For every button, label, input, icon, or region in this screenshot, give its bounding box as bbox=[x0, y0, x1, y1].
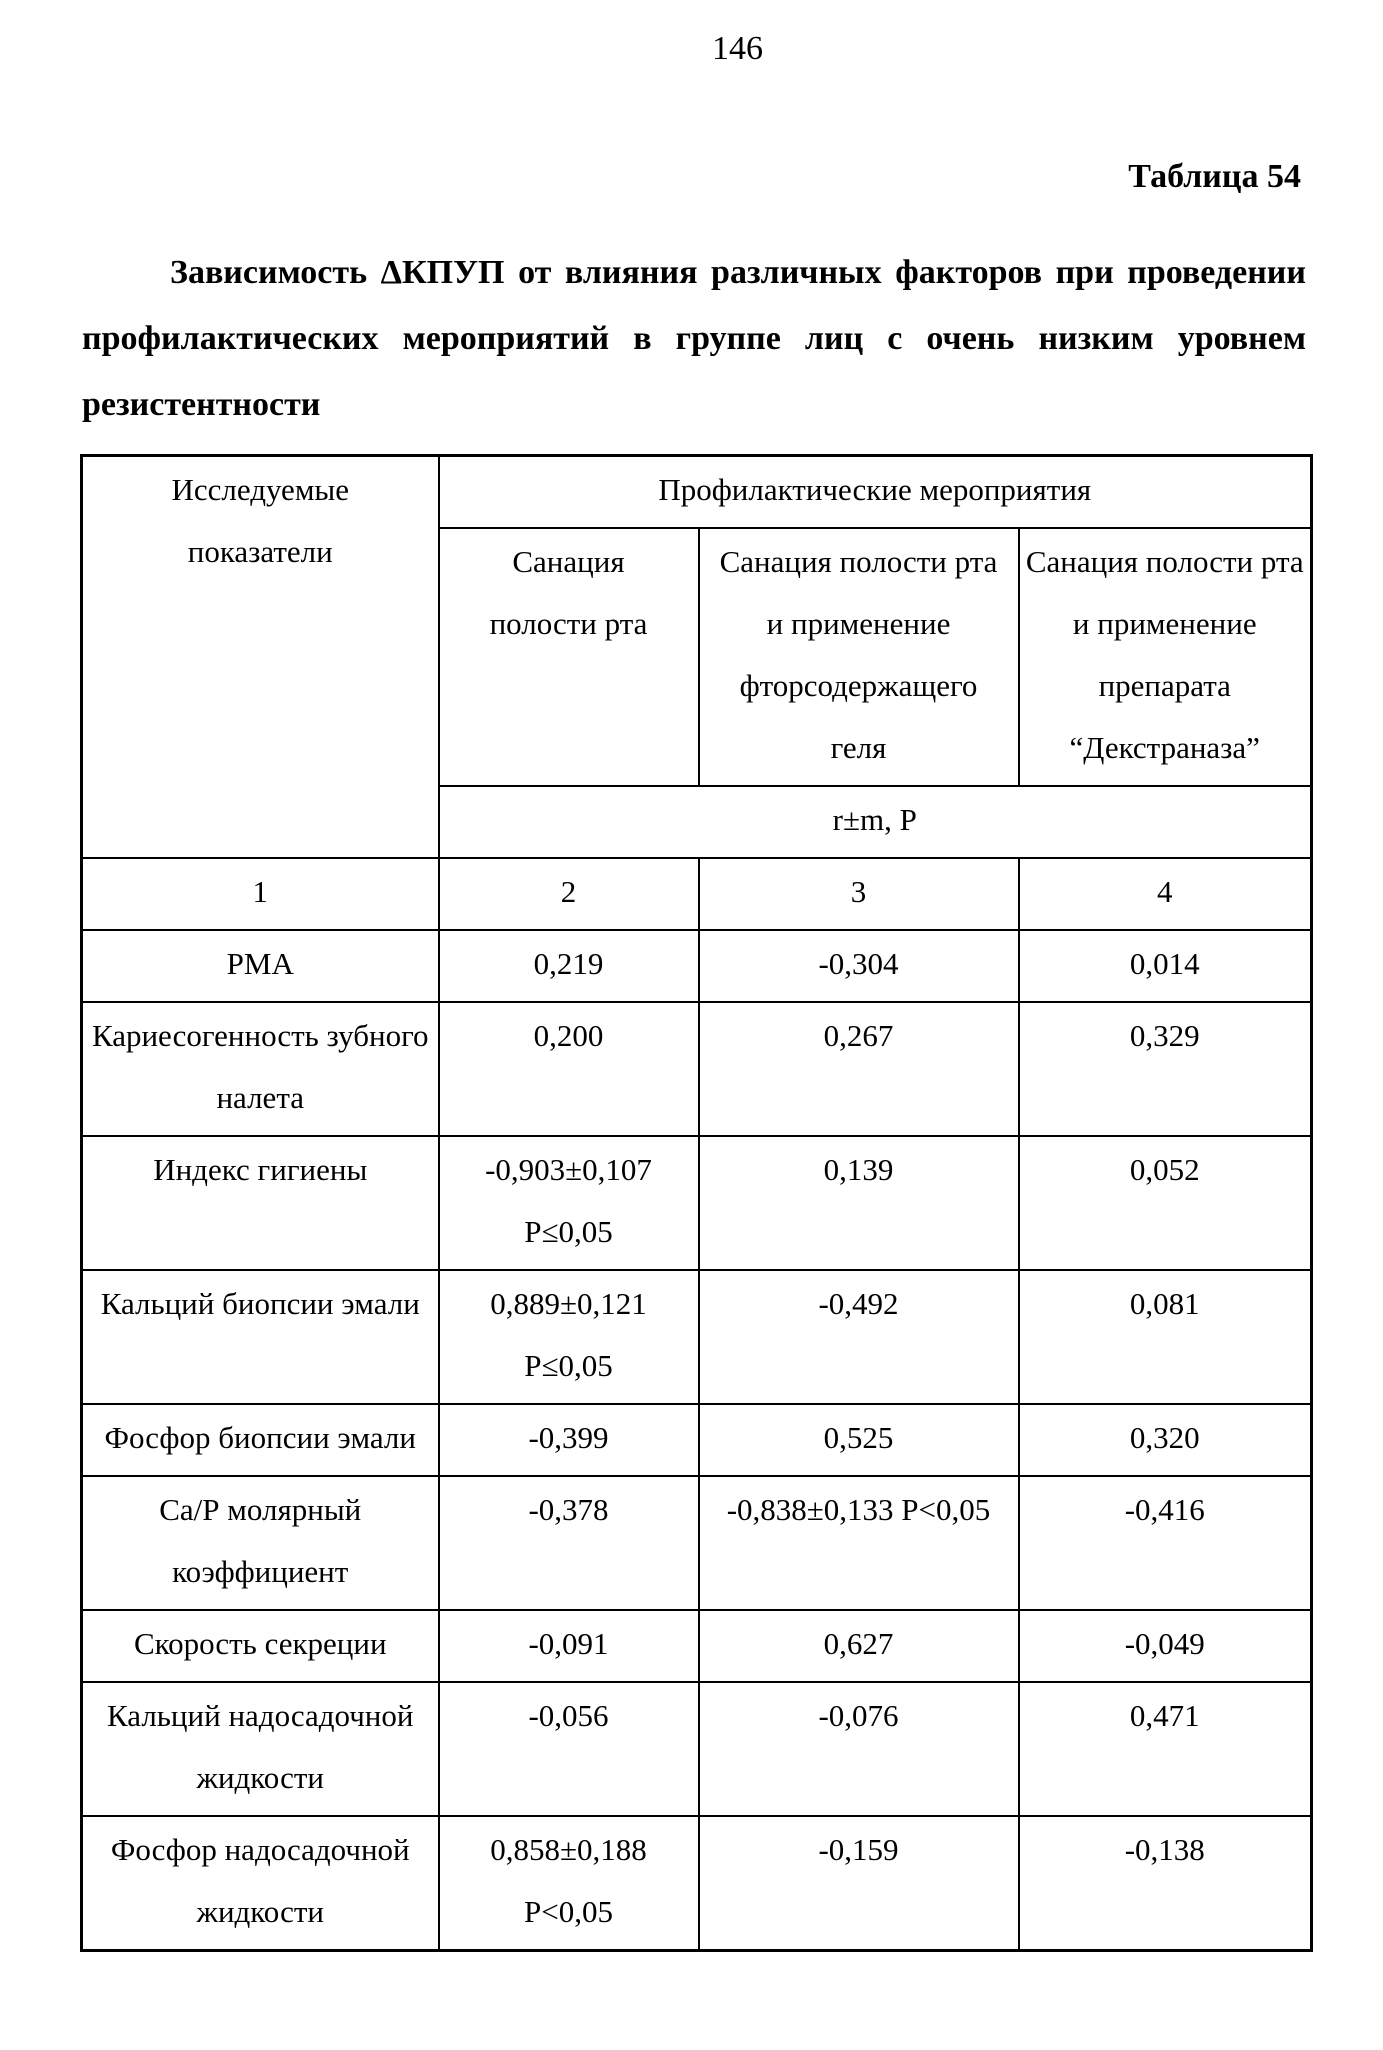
header-row bbox=[82, 456, 1312, 529]
row-label bbox=[82, 1610, 439, 1682]
column-number: 1 bbox=[82, 858, 439, 930]
cell-col3-text: -0,838±0,133 P<0,05 bbox=[726, 1492, 991, 1527]
cell-col2-text: P≤0,05 bbox=[524, 1214, 613, 1249]
row-label-text: Са/Р молярный коэффициент bbox=[159, 1492, 362, 1589]
cell-col4-text: -0,049 bbox=[1124, 1626, 1205, 1661]
row-label-text: Фосфор биопсии эмали bbox=[104, 1420, 416, 1455]
cell-col3-text: 0,139 bbox=[823, 1152, 894, 1187]
cell-col3 bbox=[699, 1002, 1019, 1136]
cell-col2-text: -0,903±0,107 bbox=[485, 1152, 652, 1187]
column-number: 3 bbox=[699, 858, 1019, 930]
header-measures: Профилактические мероприятия bbox=[439, 456, 1312, 529]
column-number: 2 bbox=[439, 858, 699, 930]
cell-col3-text: 0,627 bbox=[823, 1626, 894, 1661]
row-label-text: Фосфор надосадочной жидкости bbox=[110, 1832, 410, 1929]
cell-col4 bbox=[1019, 1270, 1312, 1404]
cell-col4-text: 0,052 bbox=[1129, 1152, 1200, 1187]
cell-col3 bbox=[699, 1816, 1019, 1951]
cell-col4 bbox=[1019, 1610, 1312, 1682]
cell-col3 bbox=[699, 1610, 1019, 1682]
cell-col2-text: P≤0,05 bbox=[524, 1348, 613, 1383]
cell-col2-text: P<0,05 bbox=[524, 1894, 613, 1929]
row-label-text: Кариесогенность зубного налета bbox=[91, 1018, 429, 1115]
cell-col3-text: -0,304 bbox=[818, 946, 899, 981]
table-row bbox=[82, 1136, 1312, 1270]
cell-col4 bbox=[1019, 1404, 1312, 1476]
cell-col4 bbox=[1019, 1136, 1312, 1270]
header-indicators: Исследуемые показатели bbox=[82, 456, 439, 859]
cell-col2 bbox=[439, 1002, 699, 1136]
cell-col3-text: -0,492 bbox=[818, 1286, 899, 1321]
header-col4: Санация полости рта и применение препарата “Декстраназа” bbox=[1019, 528, 1312, 786]
table-row bbox=[82, 1270, 1312, 1404]
cell-col2-text: -0,091 bbox=[528, 1626, 609, 1661]
number-row bbox=[82, 858, 1312, 930]
row-label bbox=[82, 1136, 439, 1270]
cell-col2 bbox=[439, 930, 699, 1002]
cell-col2-text: -0,399 bbox=[528, 1420, 609, 1455]
header-col2: Санация полости рта bbox=[439, 528, 699, 786]
cell-col4-text: 0,471 bbox=[1129, 1698, 1200, 1733]
cell-col2-text: 0,200 bbox=[533, 1018, 604, 1053]
cell-col4-text: 0,081 bbox=[1129, 1286, 1200, 1321]
cell-col4-text: -0,138 bbox=[1124, 1832, 1205, 1867]
table-caption: Зависимость ΔКПУП от влияния различных факторов при проведении профилактических мероприятий в группе лиц с очень низким уровнем резистентности bbox=[82, 254, 1306, 423]
row-label bbox=[82, 1270, 439, 1404]
row-label bbox=[82, 930, 439, 1002]
cell-col2 bbox=[439, 1476, 699, 1610]
cell-col3 bbox=[699, 1682, 1019, 1816]
cell-col4-text: -0,416 bbox=[1124, 1492, 1205, 1527]
row-label bbox=[82, 1816, 439, 1951]
cell-col3 bbox=[699, 930, 1019, 1002]
cell-col3 bbox=[699, 1404, 1019, 1476]
cell-col4 bbox=[1019, 1682, 1312, 1816]
row-label bbox=[82, 1404, 439, 1476]
cell-col3 bbox=[699, 1476, 1019, 1610]
cell-col4-text: 0,329 bbox=[1129, 1018, 1200, 1053]
table-body bbox=[82, 456, 1312, 1951]
cell-col4 bbox=[1019, 930, 1312, 1002]
row-label bbox=[82, 1682, 439, 1816]
cell-col4 bbox=[1019, 1002, 1312, 1136]
row-label-text: Скорость секреции bbox=[133, 1626, 387, 1661]
cell-col3-text: 0,267 bbox=[823, 1018, 894, 1053]
cell-col3 bbox=[699, 1270, 1019, 1404]
row-label-text: Кальций биопсии эмали bbox=[100, 1286, 420, 1321]
row-label-text: РМА bbox=[226, 946, 294, 981]
table-row bbox=[82, 930, 1312, 1002]
cell-col4 bbox=[1019, 1816, 1312, 1951]
cell-col2-text: 0,219 bbox=[533, 946, 604, 981]
header-col3: Санация полости рта и применение фторсодержащего геля bbox=[699, 528, 1019, 786]
cell-col2 bbox=[439, 1682, 699, 1816]
cell-col2-text: -0,378 bbox=[528, 1492, 609, 1527]
table-label: Таблица 54 bbox=[1128, 158, 1301, 195]
cell-col2 bbox=[439, 1816, 699, 1951]
cell-col2-text: 0,858±0,188 bbox=[490, 1832, 647, 1867]
header-units: r±m, P bbox=[439, 786, 1312, 858]
table-row bbox=[82, 1476, 1312, 1610]
cell-col2-text: -0,056 bbox=[528, 1698, 609, 1733]
cell-col3-text: 0,525 bbox=[823, 1420, 894, 1455]
cell-col3-text: -0,159 bbox=[818, 1832, 899, 1867]
cell-col4 bbox=[1019, 1476, 1312, 1610]
cell-col2 bbox=[439, 1404, 699, 1476]
column-number: 4 bbox=[1019, 858, 1312, 930]
cell-col2 bbox=[439, 1610, 699, 1682]
row-label bbox=[82, 1476, 439, 1610]
cell-col4-text: 0,320 bbox=[1129, 1420, 1200, 1455]
table-row bbox=[82, 1682, 1312, 1816]
table-row bbox=[82, 1002, 1312, 1136]
cell-col3-text: -0,076 bbox=[818, 1698, 899, 1733]
table-row bbox=[82, 1404, 1312, 1476]
table-row bbox=[82, 1610, 1312, 1682]
row-label bbox=[82, 1002, 439, 1136]
cell-col4-text: 0,014 bbox=[1129, 946, 1200, 981]
row-label-text: Кальций надосадочной жидкости bbox=[107, 1698, 414, 1795]
cell-col2-text: 0,889±0,121 bbox=[490, 1286, 647, 1321]
data-table bbox=[80, 454, 1313, 1952]
cell-col2 bbox=[439, 1270, 699, 1404]
cell-col2 bbox=[439, 1136, 699, 1270]
row-label-text: Индекс гигиены bbox=[153, 1152, 368, 1187]
page-number: 146 bbox=[712, 30, 763, 67]
cell-col3 bbox=[699, 1136, 1019, 1270]
table-row bbox=[82, 1816, 1312, 1951]
